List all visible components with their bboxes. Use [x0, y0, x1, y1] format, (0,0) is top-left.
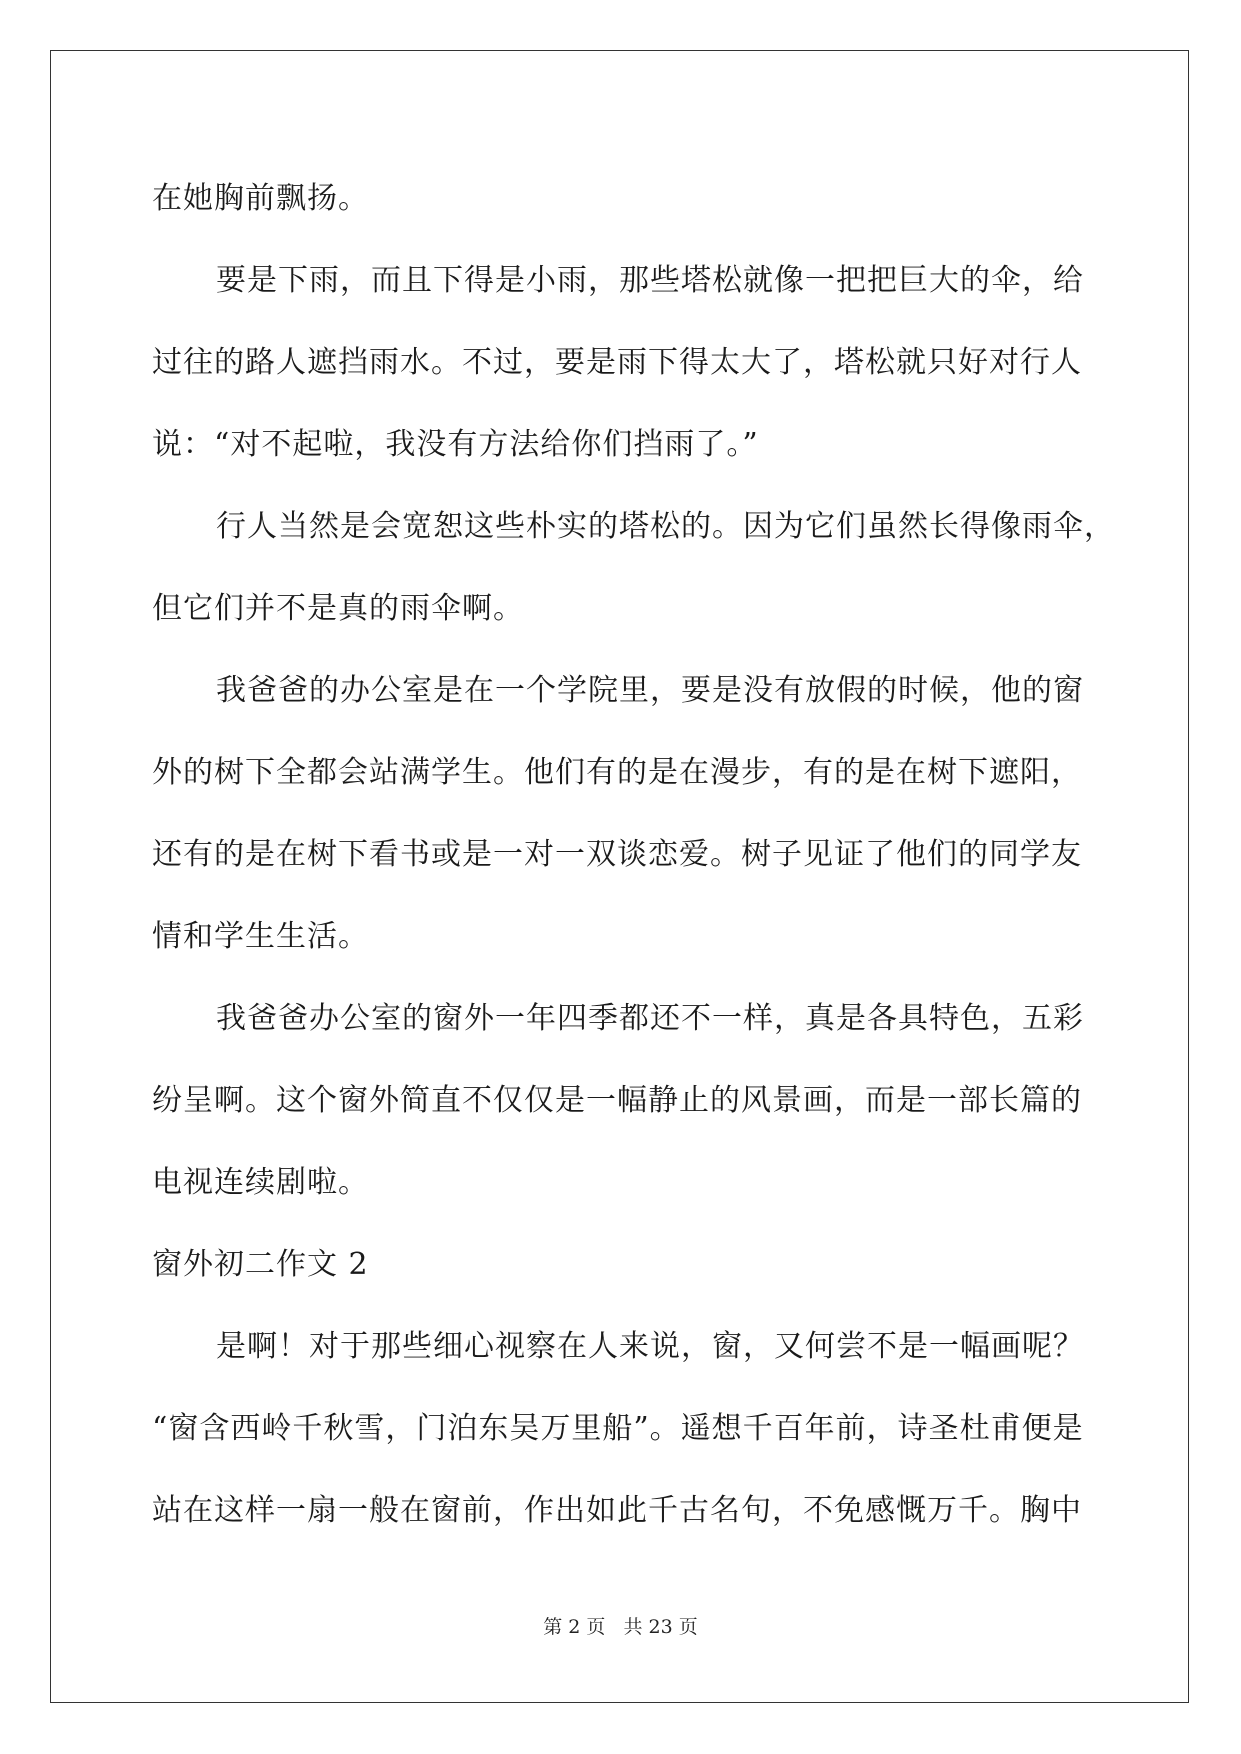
text-line: 说：“对不起啦，我没有方法给你们挡雨了。”: [152, 427, 759, 462]
text-line: 我爸爸办公室的窗外一年四季都还不一样，真是各具特色，五彩: [216, 1001, 1084, 1036]
text-line: 我爸爸的办公室是在一个学院里，要是没有放假的时候，他的窗: [216, 673, 1084, 708]
text-line: 还有的是在树下看书或是一对一双谈恋爱。树子见证了他们的同学友: [152, 837, 1082, 872]
text-line: “窗含西岭千秋雪，门泊东吴万里船”。遥想千百年前，诗圣杜甫便是: [152, 1411, 1084, 1446]
text-line: 行人当然是会宽恕这些朴实的塔松的。因为它们虽然长得像雨伞，: [216, 509, 1115, 544]
text-line: 外的树下全都会站满学生。他们有的是在漫步，有的是在树下遮阳，: [152, 755, 1082, 790]
text-line: 纷呈啊。这个窗外简直不仅仅是一幅静止的风景画，而是一部长篇的: [152, 1083, 1082, 1118]
page-number: 第 2 页: [543, 1616, 606, 1638]
page-total: 共 23 页: [623, 1616, 698, 1638]
section-heading: 窗外初二作文 2: [152, 1247, 369, 1282]
text-line: 在她胸前飘扬。: [152, 181, 369, 216]
text-line: 电视连续剧啦。: [152, 1165, 369, 1200]
text-line: 情和学生生活。: [152, 919, 369, 954]
document-body: [152, 158, 1115, 1552]
text-line: 但它们并不是真的雨伞啊。: [152, 591, 524, 626]
text-line: 是啊！对于那些细心视察在人来说，窗，又何尝不是一幅画呢？: [216, 1329, 1084, 1364]
text-line: 过往的路人遮挡雨水。不过，要是雨下得太大了，塔松就只好对行人: [152, 345, 1082, 380]
text-line: 要是下雨，而且下得是小雨，那些塔松就像一把把巨大的伞，给: [216, 263, 1084, 298]
page-footer: [0, 1612, 1241, 1639]
text-line: 站在这样一扇一般在窗前，作出如此千古名句，不免感慨万千。胸中: [152, 1493, 1082, 1528]
